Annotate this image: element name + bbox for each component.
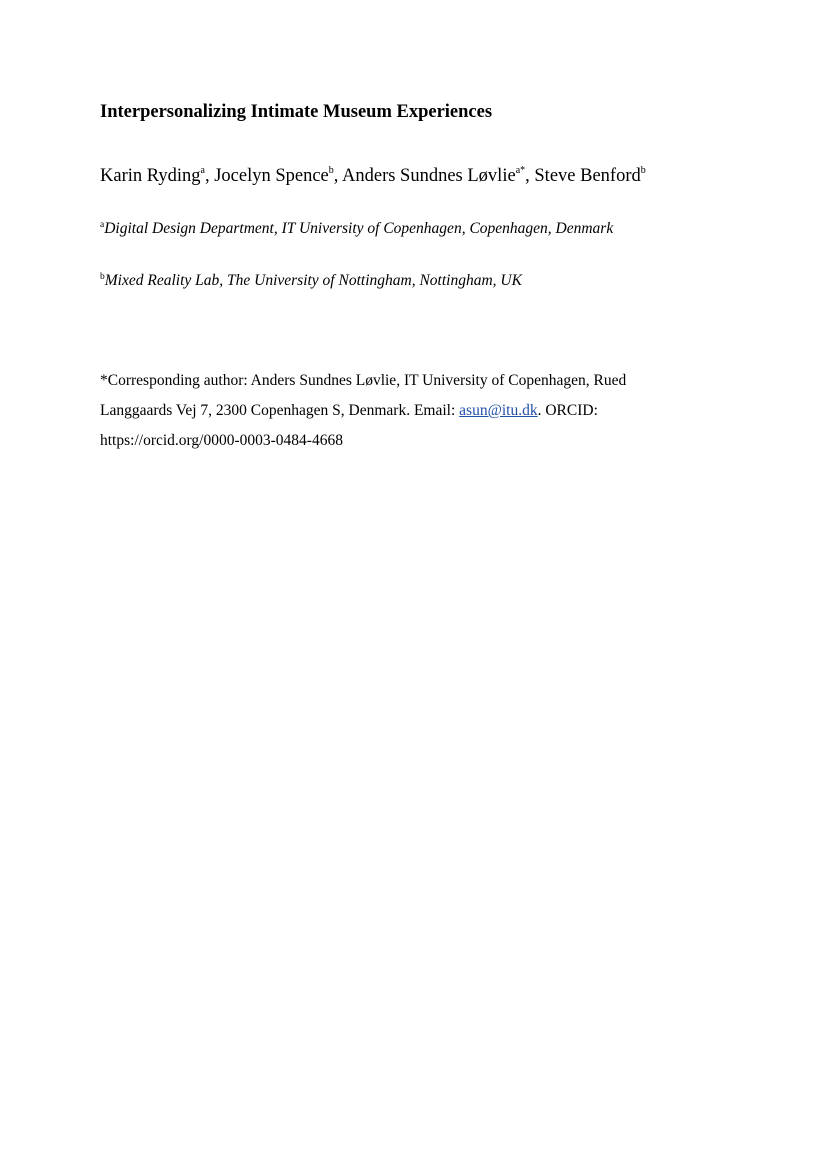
affiliation-a (100, 220, 613, 238)
author-list (100, 166, 646, 187)
affiliation-text: Digital Design Department, IT University of Copenhagen, Copenhagen, Denmark (104, 220, 614, 237)
author-name: Steve Benford (534, 166, 641, 186)
author-affiliation-mark: b (640, 165, 646, 176)
affiliation-text: Mixed Reality Lab, The University of Nottingham, Nottingham, UK (104, 272, 522, 289)
author-name: Jocelyn Spence (214, 166, 329, 186)
affiliation-mark: b (100, 272, 105, 282)
email-link[interactable]: asun@itu.dk (459, 402, 538, 419)
correspondence-line-1: *Corresponding author: Anders Sundnes Løvlie, IT University of Copenhagen, Rued (100, 372, 627, 389)
author-separator: , (204, 166, 215, 186)
correspondence-address: Langgaards Vej 7, 2300 Copenhagen S, Denmark. Email: (100, 402, 460, 419)
author-separator: , (525, 166, 535, 186)
author-affiliation-mark: a (200, 165, 205, 176)
author-name: Karin Ryding (100, 166, 201, 186)
corresponding-author-note (100, 366, 700, 456)
affiliation-b (100, 272, 522, 290)
affiliation-mark: a (100, 220, 105, 230)
author-affiliation-mark: b (328, 165, 334, 176)
paper-title: Interpersonalizing Intimate Museum Experiences (100, 102, 493, 122)
author-separator: , (333, 166, 342, 186)
orcid-label: . ORCID: (537, 402, 598, 419)
orcid-url: https://orcid.org/0000-0003-0484-4668 (100, 432, 343, 449)
correspondence-line-2 (100, 396, 700, 426)
author-name: Anders Sundnes Løvlie (342, 166, 516, 186)
author-affiliation-mark: a* (515, 165, 526, 176)
